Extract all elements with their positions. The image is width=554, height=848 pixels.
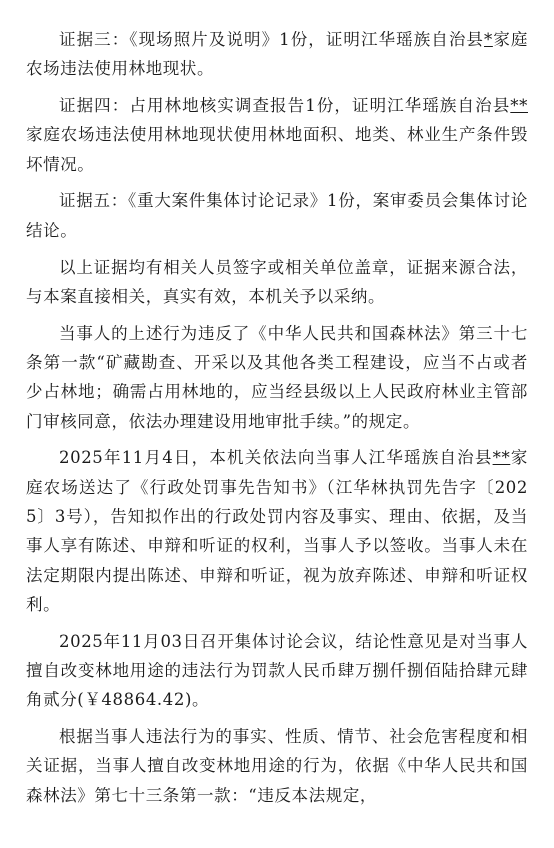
redacted-name-mark: ** xyxy=(492,448,511,468)
redacted-name-mark: ** xyxy=(510,96,528,116)
paragraph-text: 家庭农场违法使用林地现状。 xyxy=(26,30,528,79)
paragraph-text: 2025年11月4日，本机关依法向当事人江华瑶族自治县 xyxy=(59,448,493,468)
redacted-name-mark: * xyxy=(484,30,493,49)
paragraph-text: 根据当事人违法行为的事实、性质、情节、社会危害程度和相关证据，当事人擅自改变林地用途的行为，依据《中华人民共和国森林法》第七十三条第一款：“违反本法规定， xyxy=(26,727,528,805)
document-body xyxy=(26,25,528,817)
paragraph-text: 当事人的上述行为违反了《中华人民共和国森林法》第三十七条第一款“矿藏勘查、开采以及其他各类工程建设，应当不占或者少占林地；确需占用林地的，应当经县级以上人民政府林业主管部门审核同意，依法办理建设用地审批手续。”的规定。 xyxy=(26,323,528,431)
paragraph-evidence-4 xyxy=(26,91,528,179)
paragraph-text: 证据五：《重大案件集体讨论记录》1份，案审委员会集体讨论结论。 xyxy=(26,191,528,240)
paragraph-collective-discussion xyxy=(26,627,528,715)
paragraph-notice-served xyxy=(26,443,528,619)
paragraph-evidence-3 xyxy=(26,25,528,84)
paragraph-violation xyxy=(26,319,528,436)
paragraph-text: 证据四：占用林地核实调查报告1份，证明江华瑶族自治县 xyxy=(59,96,511,116)
paragraph-text: 以上证据均有相关人员签字或相关单位盖章，证据来源合法，与本案直接相关，真实有效，本机关予以采纳。 xyxy=(26,257,528,306)
paragraph-text: 2025年11月03日召开集体讨论会议，结论性意见是对当事人擅自改变林地用途的违法行为罚款人民币肆万捌仟捌佰陆拾肆元肆角贰分(￥48864.42)。 xyxy=(26,631,528,710)
paragraph-text: 家庭农场违法使用林地现状使用林地面积、地类、林业生产条件毁坏情况。 xyxy=(26,125,528,174)
paragraph-evidence-5 xyxy=(26,186,528,245)
paragraph-text: 家庭农场送达了《行政处罚事先告知书》（江华林执罚先告字〔2025〕3号），告知拟作出的行政处罚内容及事实、理由、依据，及当事人享有陈述、申辩和听证的权利，当事人予以签收。当事人未在法定期限内提出陈述、申辩和听证，视为放弃陈述、申辩和听证权利。 xyxy=(26,448,529,614)
paragraph-penalty-basis xyxy=(26,722,528,810)
paragraph-evidence-summary xyxy=(26,253,528,312)
paragraph-text: 证据三：《现场照片及说明》1份，证明江华瑶族自治县 xyxy=(59,30,484,49)
